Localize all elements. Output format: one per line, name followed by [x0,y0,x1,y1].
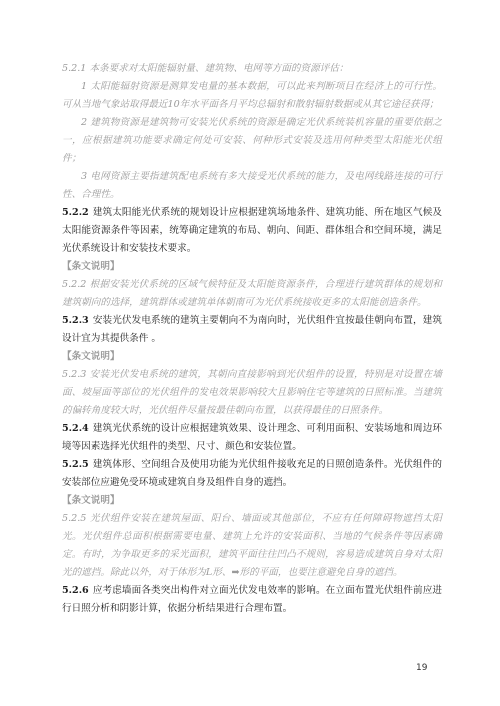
explanation-label: 【条文说明】 [62,261,120,272]
clause-number: 5.2.5 [62,459,89,470]
clause-note-item: 3 电网资源主要指建筑配电系统有多大接受光伏系统的能力，及电网线路连接的可行性、合理性。 [62,171,442,200]
clause-note: 5.2.3 安装光伏发电系统的建筑，其朝向直接影响到光伏组件的设置，特别是对设置在墙面、坡屋面等部位的光伏组件的发电效果影响较大且影响住宅等建筑的日照标准。当建筑的偏转角度较大时，光伏组件尽量按最佳朝向布置，以获得最佳的日照条件。 [62,369,442,416]
clause-note: 5.2.5 光伏组件安装在建筑屋面、阳台、墙面或其他部位，不应有任何障碍物遮挡太阳光。光伏组件总面积根据需要电量、建筑上允许的安装面积、当地的气候条件等因素确定。有时，为争取更多的采光面积，建筑平面往往凹凸不规则，容易造成建筑自身对太阳光的遮挡。除此以外，对于体形为L形、➡形的平面，也要注意避免自身的遮挡。 [62,513,442,578]
explanation-label: 【条文说明】 [62,495,120,506]
clause [62,420,442,456]
clause [62,456,442,492]
clause [62,204,442,258]
clause-note-item: 2 建筑物资源是建筑物可安装光伏系统的资源是确定光伏系统装机容量的重要依据之一，应根据建筑功能要求确定何处可安装、何种形式安装及选用何种类型太阳能光伏组件； [62,117,442,164]
clause-note-item: 1 太阳能辐射资源是测算发电量的基本数据，可以此来判断项目在经济上的可行性。可从当地气象站取得最近10年水平面各月平均总辐射和散射辐射数据或从其它途径获得； [62,81,442,110]
clause-number: 5.2.6 [62,585,89,596]
clause [62,582,442,618]
document-body [62,60,442,618]
clause-text: 建筑体形、空间组合及使用功能为光伏组件接收充足的日照创造条件。光伏组件的安装部位应避免受环境或建筑自身及组件自身的遮挡。 [62,459,442,488]
clause-number: 5.2.2 [62,207,89,218]
clause-number: 5.2.4 [62,423,89,434]
clause-text: 应考虑墙面各类突出构件对立面光伏发电效率的影响。在立面布置光伏组件前应进行日照分析和阴影计算，依据分析结果进行合理布置。 [62,585,442,614]
clause-text: 安装光伏发电系统的建筑主要朝向不为南向时，光伏组件宜按最佳朝向布置，建筑设计宜为其提供条件 。 [62,315,442,344]
clause-text: 建筑光伏系统的设计应根据建筑效果、设计理念、可利用面积、安装场地和周边环境等因素选择光伏组件的类型、尺寸、颜色和安装位置。 [62,423,442,452]
page-number: 19 [416,663,428,673]
clause-number: 5.2.3 [62,315,89,326]
clause-note: 5.2.2 根据安装光伏系统的区域气候特征及太阳能资源条件，合理进行建筑群体的规划和建筑朝向的选择，建筑群体或建筑单体朝南可为光伏系统接收更多的太阳能创造条件。 [62,279,442,308]
explanation-label: 【条文说明】 [62,351,120,362]
clause-text: 建筑太阳能光伏系统的规划设计应根据建筑场地条件、建筑功能、所在地区气候及太阳能资源条件等因素，统筹确定建筑的布局、朝向、间距、群体组合和空间环境，满足光伏系统设计和安装技术要求。 [62,207,442,254]
clause-note: 5.2.1 本条要求对太阳能辐射量、建筑物、电网等方面的资源评估： [62,63,349,74]
clause [62,312,442,348]
